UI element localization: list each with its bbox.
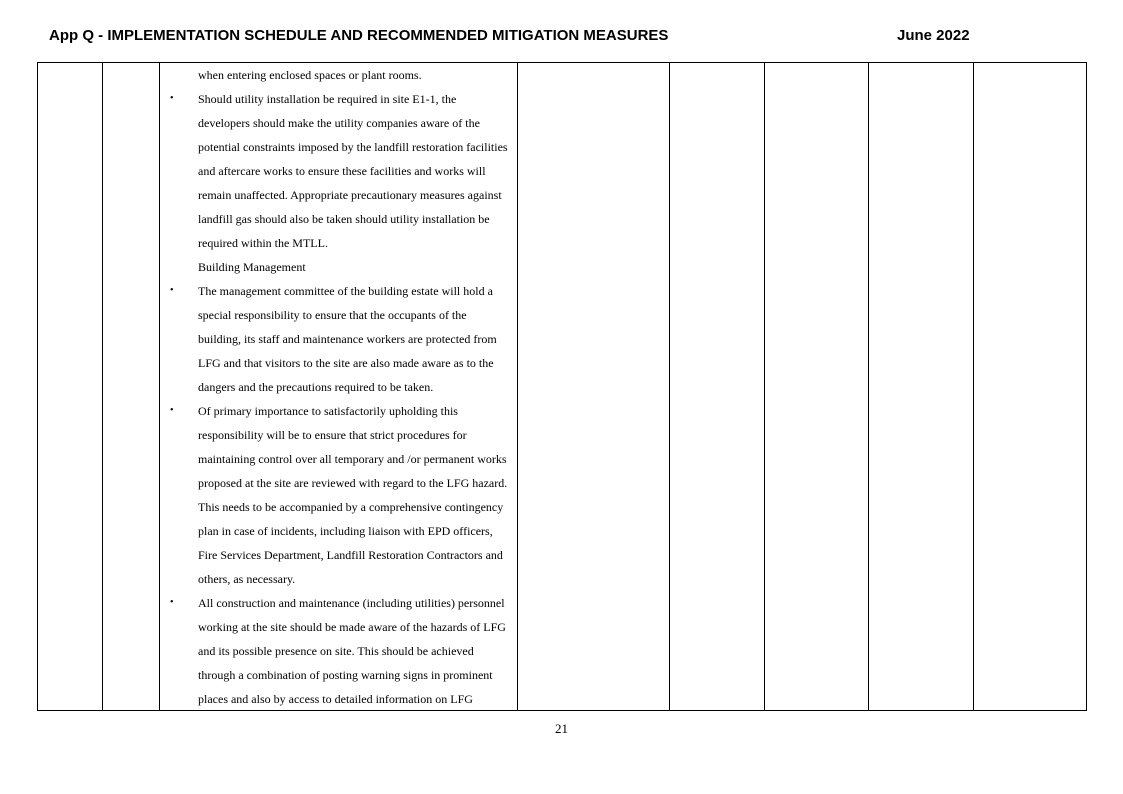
column-divider (973, 63, 974, 710)
bullet-icon: • (170, 597, 174, 608)
line-text: responsibility will be to ensure that strict procedures for (198, 428, 467, 442)
text-line (161, 615, 516, 639)
text-line (161, 423, 516, 447)
line-text: landfill gas should also be taken should utility installation be (198, 212, 490, 226)
text-line (161, 255, 516, 279)
line-text: maintaining control over all temporary and /or permanent works (198, 452, 507, 466)
bullet-line (161, 279, 516, 303)
text-line (161, 543, 516, 567)
text-line (161, 135, 516, 159)
page-title: App Q - IMPLEMENTATION SCHEDULE AND RECOMMENDED MITIGATION MEASURES (49, 27, 669, 44)
mitigation-measures-cell (161, 63, 516, 711)
text-line (161, 567, 516, 591)
line-text: working at the site should be made aware of the hazards of LFG (198, 620, 506, 634)
schedule-table (37, 62, 1087, 711)
text-line (161, 231, 516, 255)
text-line (161, 159, 516, 183)
line-text: through a combination of posting warning signs in prominent (198, 668, 493, 682)
bullet-line (161, 591, 516, 615)
line-text: and its possible presence on site. This should be achieved (198, 644, 474, 658)
line-text: Should utility installation be required in site E1-1, the (198, 92, 457, 106)
bullet-icon: • (170, 285, 174, 296)
column-divider (159, 63, 160, 710)
line-text: special responsibility to ensure that the occupants of the (198, 308, 467, 322)
line-text: LFG and that visitors to the site are also made aware as to the (198, 356, 494, 370)
line-text: remain unaffected. Appropriate precautionary measures against (198, 188, 502, 202)
text-line (161, 351, 516, 375)
bullet-line (161, 399, 516, 423)
text-line (161, 303, 516, 327)
column-divider (517, 63, 518, 710)
line-text: required within the MTLL. (198, 236, 328, 250)
page-number: 21 (555, 721, 568, 736)
text-line (161, 183, 516, 207)
text-line (161, 63, 516, 87)
column-divider (669, 63, 670, 710)
line-text: This needs to be accompanied by a comprehensive contingency (198, 500, 504, 514)
line-text: and aftercare works to ensure these facilities and works will (198, 164, 486, 178)
text-line (161, 639, 516, 663)
text-line (161, 687, 516, 711)
line-text: All construction and maintenance (including utilities) personnel (198, 596, 505, 610)
text-line (161, 495, 516, 519)
text-line (161, 111, 516, 135)
line-text: places and also by access to detailed information on LFG (198, 692, 473, 706)
line-text: dangers and the precautions required to be taken. (198, 380, 434, 394)
line-text: developers should make the utility companies aware of the (198, 116, 480, 130)
column-divider (764, 63, 765, 710)
line-text: The management committee of the building estate will hold a (198, 284, 493, 298)
text-line (161, 327, 516, 351)
line-text: proposed at the site are reviewed with regard to the LFG hazard. (198, 476, 508, 490)
bullet-icon: • (170, 405, 174, 416)
column-divider (868, 63, 869, 710)
line-text: Building Management (198, 260, 306, 274)
text-line (161, 447, 516, 471)
document-date: June 2022 (897, 27, 970, 44)
line-text: plan in case of incidents, including liaison with EPD officers, (198, 524, 493, 538)
text-line (161, 519, 516, 543)
line-text: potential constraints imposed by the landfill restoration facilities (198, 140, 508, 154)
line-text: Of primary importance to satisfactorily upholding this (198, 404, 458, 418)
text-line (161, 207, 516, 231)
line-text: when entering enclosed spaces or plant rooms. (198, 68, 422, 82)
text-line (161, 663, 516, 687)
bullet-icon: • (170, 93, 174, 104)
text-line (161, 471, 516, 495)
text-line (161, 375, 516, 399)
line-text: Fire Services Department, Landfill Restoration Contractors and (198, 548, 503, 562)
bullet-line (161, 87, 516, 111)
line-text: building, its staff and maintenance workers are protected from (198, 332, 497, 346)
line-text: others, as necessary. (198, 572, 296, 586)
column-divider (102, 63, 103, 710)
